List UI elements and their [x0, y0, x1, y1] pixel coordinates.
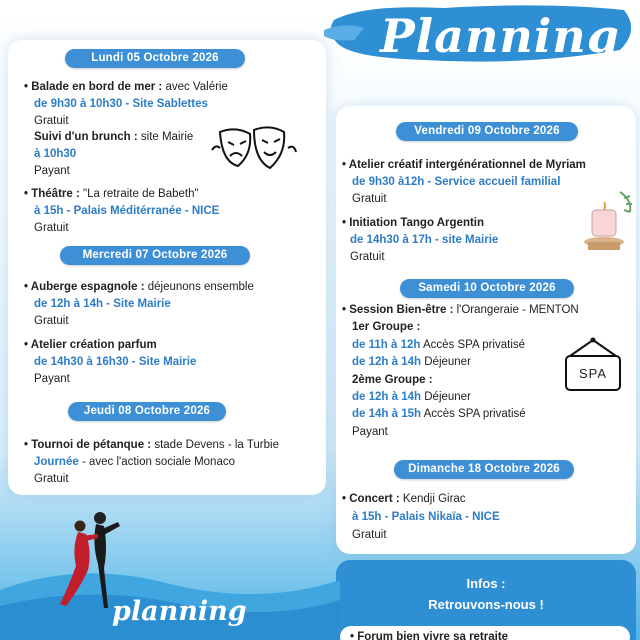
event-theatre-price: Gratuit: [34, 222, 69, 234]
event-tango-time: de 14h30 à 17h - site Mairie: [350, 234, 499, 246]
event-tournoi: • Tournoi de pétanque : stade Devens - la Turbie: [24, 438, 279, 453]
event-auberge-time: de 12h à 14h - Site Mairie: [34, 298, 171, 310]
event-brunch-price: Payant: [34, 165, 70, 177]
event-tournoi-time: Journée - avec l'action sociale Monaco: [34, 456, 235, 468]
event-session: • Session Bien-être : l'Orangeraie - MENTON: [342, 303, 579, 318]
event-parfum-price: Payant: [34, 373, 70, 385]
event-parfum-time: de 14h30 à 16h30 - Site Mairie: [34, 356, 197, 368]
group-2-slot-b: de 14h à 15h Accès SPA privatisé: [352, 408, 526, 420]
event-parfum: • Atelier création parfum: [24, 338, 157, 353]
event-atelier: • Atelier créatif intergénérationnel de Myriam: [342, 158, 586, 173]
day-ribbon-lundi: Lundi 05 Octobre 2026: [65, 49, 245, 68]
event-atelier-price: Gratuit: [352, 193, 387, 205]
event-concert-time: à 15h - Palais Nikaïa - NICE: [352, 511, 500, 523]
event-balade-time: de 9h30 à 10h30 - Site Sablettes: [34, 98, 208, 110]
group-1-slot-a: de 11h à 12h Accès SPA privatisé: [352, 339, 526, 351]
event-brunch: Suivi d'un brunch : site Mairie: [34, 131, 194, 143]
day-ribbon-samedi: Samedi 10 Octobre 2026: [400, 279, 574, 298]
group-2-label: 2ème Groupe :: [352, 374, 433, 386]
page-title: Planning: [380, 9, 620, 63]
spa-sign-icon: [562, 336, 624, 394]
group-1-slot-b: de 12h à 14h Déjeuner: [352, 356, 471, 368]
event-auberge-price: Gratuit: [34, 315, 69, 327]
event-brunch-time: à 10h30: [34, 148, 77, 160]
group-1-label: 1er Groupe :: [352, 321, 421, 333]
event-balade-price: Gratuit: [34, 115, 69, 127]
event-tournoi-price: Gratuit: [34, 473, 69, 485]
group-2-slot-a: de 12h à 14h Déjeuner: [352, 391, 471, 403]
event-balade: • Balade en bord de mer : avec Valérie: [24, 80, 228, 95]
event-theatre-time: à 15h - Palais Méditérranée - NICE: [34, 205, 220, 217]
spa-sign-label: SPA: [578, 366, 608, 381]
candle-icon: [580, 190, 638, 254]
event-session-price: Payant: [352, 426, 388, 438]
event-theatre: • Théâtre : "La retraite de Babeth": [24, 187, 199, 202]
day-ribbon-vendredi: Vendredi 09 Octobre 2026: [396, 122, 578, 141]
event-tango-price: Gratuit: [350, 251, 385, 263]
event-tango: • Initiation Tango Argentin: [342, 216, 484, 231]
day-ribbon-jeudi: Jeudi 08 Octobre 2026: [68, 402, 226, 421]
tango-dancers-icon: [58, 508, 128, 614]
infos-subtitle: Retrouvons-nous !: [428, 597, 544, 612]
event-concert-price: Gratuit: [352, 529, 387, 541]
infos-title: Infos :: [466, 576, 506, 591]
day-ribbon-mercredi: Mercredi 07 Octobre 2026: [60, 246, 250, 265]
forum-item: • Forum bien vivre sa retraite: [340, 626, 630, 640]
day-ribbon-dimanche: Dimanche 18 Octobre 2026: [394, 460, 574, 479]
event-concert: • Concert : Kendji Girac: [342, 492, 466, 507]
theatre-masks-icon: [210, 124, 298, 176]
event-auberge: • Auberge espagnole : déjeunons ensemble: [24, 280, 254, 295]
footer-script: planning: [112, 596, 247, 627]
event-atelier-time: de 9h30 à12h - Service accueil familial: [352, 176, 561, 188]
